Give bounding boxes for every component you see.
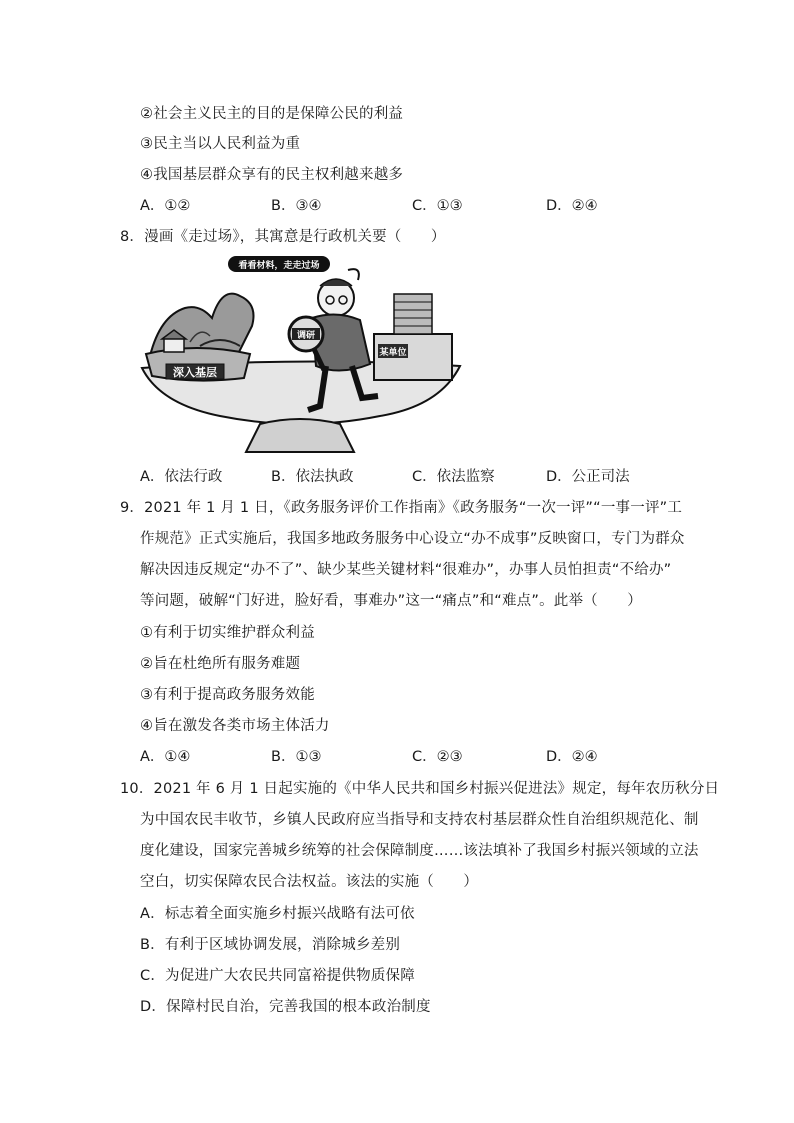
q9-stem-line-1: 9．2021 年 1 月 1 日，《政务服务评价工作指南》《政务服务“一次一评”“一事一评”工 [120,500,683,516]
q9-option-c: C．②③ [412,749,463,765]
cartoon-image [140,246,462,454]
q10-option-a: A．标志着全面实施乡村振兴战略有法可依 [140,906,415,922]
q10-stem-line-2: 为中国农民丰收节，乡镇人民政府应当指导和支持农村基层群众性自治组织规范化、制 [140,812,699,828]
q8-option-d: D．公正司法 [546,469,630,485]
cartoon-left-sign: 深入基层 [173,366,217,379]
q9-statement-3: ③有利于提高政务服务效能 [140,687,315,703]
q10-option-b: B．有利于区域协调发展，消除城乡差别 [140,937,401,953]
q8-option-a: A．依法行政 [140,469,223,485]
cartoon-right-sign: 某单位 [379,348,407,358]
q9-stem-line-3: 解决因违反规定“办不了”、缺少某些关键材料“很难办”，办事人员怕担责“不给办” [140,562,672,578]
cartoon-magnifier: 调研 [296,331,316,341]
q9-option-a: A．①④ [140,749,191,765]
q7-statement-2: ②社会主义民主的目的是保障公民的利益 [140,106,404,122]
q8-stem: 8．漫画《走过场》，其寓意是行政机关要（ ） [120,229,446,245]
q7-option-d: D．②④ [546,198,598,214]
q9-option-b: B．①③ [271,749,322,765]
q7-option-a: A．①② [140,198,191,214]
q10-option-d: D．保障村民自治，完善我国的根本政治制度 [140,999,431,1015]
q10-stem-line-3: 度化建设，国家完善城乡统筹的社会保障制度……该法填补了我国乡村振兴领域的立法 [140,843,699,859]
q10-option-c: C．为促进广大农民共同富裕提供物质保障 [140,968,415,984]
q8-option-b: B．依法执政 [271,469,354,485]
q7-option-c: C．①③ [412,198,463,214]
q8-option-c: C．依法监察 [412,469,495,485]
q9-stem-line-4: 等问题，破解“门好进，脸好看，事难办”这一“痛点”和“难点”。此举（ ） [140,593,642,609]
q10-stem-line-4: 空白，切实保障农民合法权益。该法的实施（ ） [140,874,479,890]
q9-stem-line-2: 作规范》正式实施后，我国多地政务服务中心设立“办不成事”反映窗口，专门为群众 [140,531,685,547]
cartoon-speech: 看看材料，走走过场 [238,261,320,271]
q10-stem-line-1: 10．2021 年 6 月 1 日起实施的《中华人民共和国乡村振兴促进法》规定，每年农历秋分日 [120,781,720,797]
q9-statement-4: ④旨在激发各类市场主体活力 [140,718,330,734]
q9-option-d: D．②④ [546,749,598,765]
q9-statement-1: ①有利于切实维护群众利益 [140,625,315,641]
q7-option-b: B．③④ [271,198,322,214]
q9-statement-2: ②旨在杜绝所有服务难题 [140,656,301,672]
q7-statement-4: ④我国基层群众享有的民主权利越来越多 [140,167,404,183]
q7-statement-3: ③民主当以人民利益为重 [140,136,301,152]
